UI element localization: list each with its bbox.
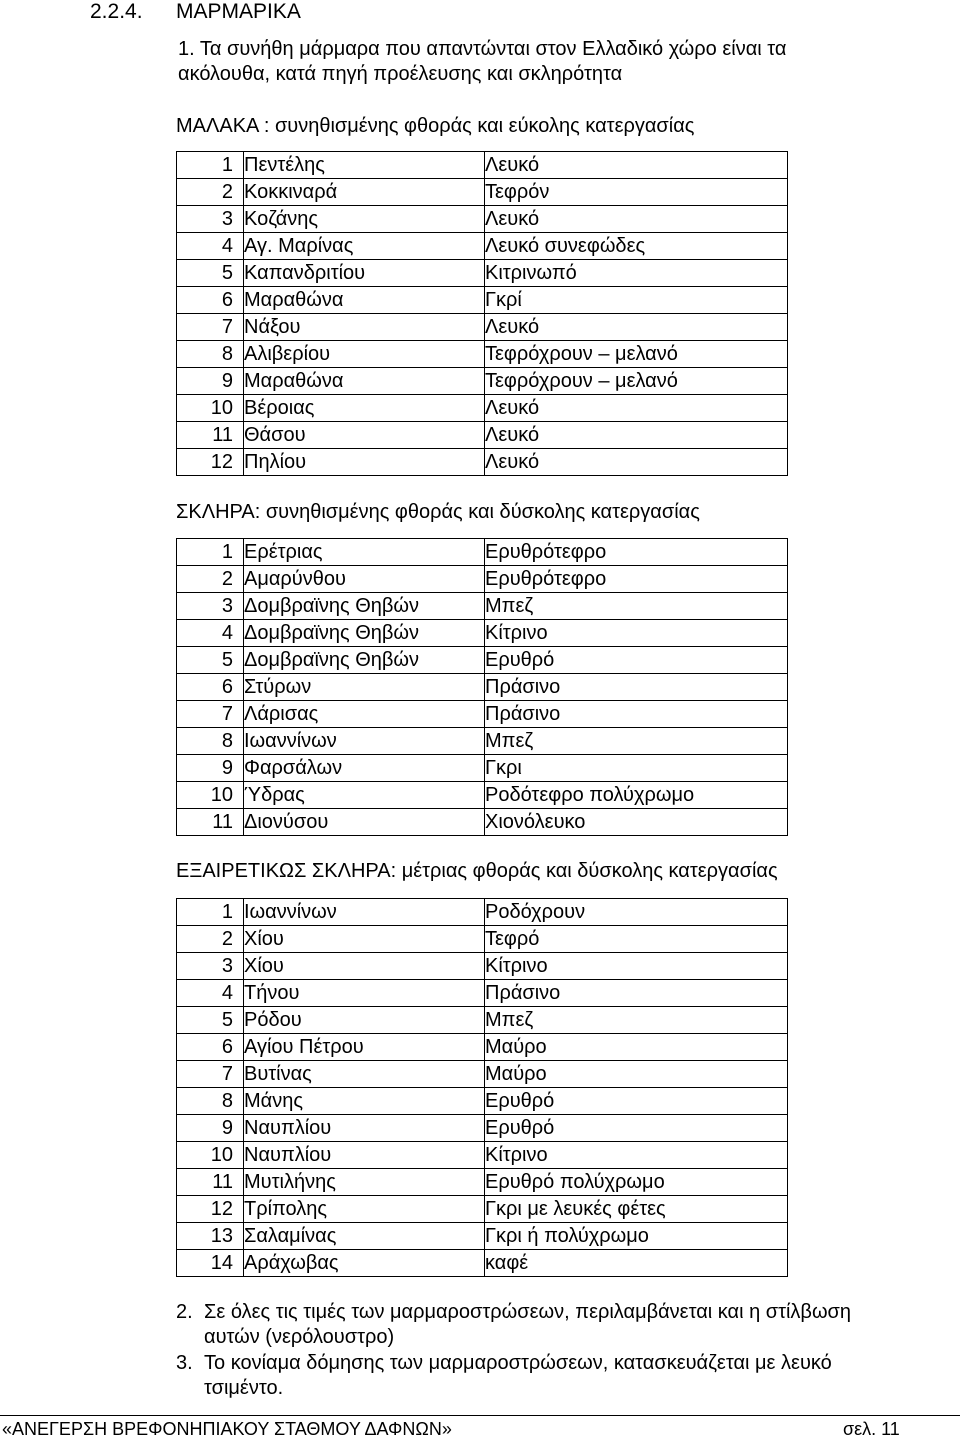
quarry-name: Δομβραϊνης Θηβών <box>244 593 485 620</box>
quarry-name: Τρίπολης <box>244 1196 485 1223</box>
marble-color: Γκρι <box>485 755 788 782</box>
table-row <box>177 260 788 287</box>
row-number: 9 <box>177 755 244 782</box>
table-row <box>177 1034 788 1061</box>
marble-color: Κίτρινο <box>485 953 788 980</box>
table-row <box>177 287 788 314</box>
section-title-text: ΜΑΡΜΑΡΙΚΑ <box>176 0 301 23</box>
row-number: 5 <box>177 260 244 287</box>
row-number: 3 <box>177 953 244 980</box>
row-number: 3 <box>177 206 244 233</box>
quarry-name: Ερέτριας <box>244 539 485 566</box>
marble-color: καφέ <box>485 1250 788 1277</box>
quarry-name: Μαραθώνα <box>244 368 485 395</box>
row-number: 12 <box>177 1196 244 1223</box>
table-row <box>177 1115 788 1142</box>
row-number: 1 <box>177 152 244 179</box>
quarry-name: Ύδρας <box>244 782 485 809</box>
table-row <box>177 1142 788 1169</box>
row-number: 4 <box>177 980 244 1007</box>
quarry-name: Διονύσου <box>244 809 485 836</box>
table-row <box>177 206 788 233</box>
quarry-name: Αλιβερίου <box>244 341 485 368</box>
marble-color: Τεφρόν <box>485 179 788 206</box>
table-row <box>177 926 788 953</box>
row-number: 11 <box>177 422 244 449</box>
row-number: 2 <box>177 566 244 593</box>
quarry-name: Πηλίου <box>244 449 485 476</box>
marble-color: Κίτρινο <box>485 620 788 647</box>
table-row <box>177 539 788 566</box>
quarry-name: Αμαρύνθου <box>244 566 485 593</box>
row-number: 13 <box>177 1223 244 1250</box>
quarry-name: Σαλαμίνας <box>244 1223 485 1250</box>
row-number: 8 <box>177 1088 244 1115</box>
table-row <box>177 899 788 926</box>
marble-color: Γκρί <box>485 287 788 314</box>
table-row <box>177 701 788 728</box>
marble-color: Ροδότεφρο πολύχρωμο <box>485 782 788 809</box>
hard-marble-table <box>176 538 788 836</box>
quarry-name: Αγίου Πέτρου <box>244 1034 485 1061</box>
quarry-name: Ιωαννίνων <box>244 899 485 926</box>
marble-color: Τεφρό <box>485 926 788 953</box>
marble-color: Κιτρινωπό <box>485 260 788 287</box>
extra-hard-marble-table <box>176 898 788 1277</box>
table-row <box>177 1088 788 1115</box>
marble-color: Ερυθρότεφρο <box>485 539 788 566</box>
row-number: 8 <box>177 728 244 755</box>
table-row <box>177 341 788 368</box>
quarry-name: Λάρισας <box>244 701 485 728</box>
row-number: 12 <box>177 449 244 476</box>
marble-color: Τεφρόχρουν – μελανό <box>485 368 788 395</box>
quarry-name: Αράχωβας <box>244 1250 485 1277</box>
table-row <box>177 620 788 647</box>
row-number: 9 <box>177 368 244 395</box>
quarry-name: Δομβραϊνης Θηβών <box>244 647 485 674</box>
intro-line-2: ακόλουθα, κατά πηγή προέλευσης και σκληρότητα <box>178 63 623 85</box>
marble-color: Ερυθρό πολύχρωμο <box>485 1169 788 1196</box>
note-3-continuation: τσιμέντο. <box>204 1377 284 1399</box>
marble-color: Λευκό <box>485 152 788 179</box>
section-title <box>90 0 301 24</box>
extra-hard-heading: ΕΞΑΙΡΕΤΙΚΩΣ ΣΚΛΗΡΑ: μέτριας φθοράς και δύσκολης κατεργασίας <box>176 860 778 882</box>
intro-text-1: Τα συνήθη μάρμαρα που απαντώνται στον Ελλαδικό χώρο είναι τα <box>199 38 787 60</box>
quarry-name: Μάνης <box>244 1088 485 1115</box>
row-number: 8 <box>177 341 244 368</box>
section-number: 2.2.4. <box>90 0 143 23</box>
row-number: 5 <box>177 1007 244 1034</box>
quarry-name: Αγ. Μαρίνας <box>244 233 485 260</box>
table-row <box>177 809 788 836</box>
table-row <box>177 314 788 341</box>
soft-heading: ΜΑΛΑΚΑ : συνηθισμένης φθοράς και εύκολης κατεργασίας <box>176 115 695 137</box>
table-row <box>177 782 788 809</box>
quarry-name: Ρόδου <box>244 1007 485 1034</box>
quarry-name: Ναυπλίου <box>244 1115 485 1142</box>
marble-color: Λευκό <box>485 206 788 233</box>
quarry-name: Χίου <box>244 926 485 953</box>
footer-page-number: σελ. 11 <box>843 1419 900 1439</box>
quarry-name: Φαρσάλων <box>244 755 485 782</box>
quarry-name: Τήνου <box>244 980 485 1007</box>
quarry-name: Στύρων <box>244 674 485 701</box>
row-number: 7 <box>177 701 244 728</box>
marble-color: Λευκό <box>485 314 788 341</box>
note-2-text: Σε όλες τις τιμές των μαρμαροστρώσεων, περιλαμβάνεται και η στίλβωση <box>204 1301 852 1323</box>
table-row <box>177 1061 788 1088</box>
row-number: 1 <box>177 539 244 566</box>
quarry-name: Κοκκιναρά <box>244 179 485 206</box>
marble-color: Μπεζ <box>485 728 788 755</box>
marble-color: Ροδόχρουν <box>485 899 788 926</box>
table-row <box>177 233 788 260</box>
row-number: 10 <box>177 395 244 422</box>
quarry-name: Νάξου <box>244 314 485 341</box>
quarry-name: Ναυπλίου <box>244 1142 485 1169</box>
table-row <box>177 647 788 674</box>
footer-project-title: «ΑΝΕΓΕΡΣΗ ΒΡΕΦΟΝΗΠΙΑΚΟΥ ΣΤΑΘΜΟΥ ΔΑΦΝΩΝ» <box>2 1419 452 1439</box>
note-3-text: Το κονίαμα δόμησης των μαρμαροστρώσεων, κατασκευάζεται με λευκό <box>204 1352 832 1374</box>
row-number: 3 <box>177 593 244 620</box>
row-number: 2 <box>177 179 244 206</box>
table-row <box>177 368 788 395</box>
table-row <box>177 566 788 593</box>
table-row <box>177 179 788 206</box>
quarry-name: Θάσου <box>244 422 485 449</box>
marble-color: Γκρι ή πολύχρωμο <box>485 1223 788 1250</box>
row-number: 10 <box>177 782 244 809</box>
footer-divider <box>0 1415 960 1416</box>
table-row <box>177 980 788 1007</box>
marble-color: Μαύρο <box>485 1061 788 1088</box>
note-2 <box>176 1300 851 1324</box>
row-number: 11 <box>177 809 244 836</box>
table-row <box>177 1196 788 1223</box>
row-number: 2 <box>177 926 244 953</box>
table-row <box>177 593 788 620</box>
marble-color: Ερυθρό <box>485 1088 788 1115</box>
marble-color: Ερυθρό <box>485 647 788 674</box>
table-row <box>177 728 788 755</box>
marble-color: Ερυθρό <box>485 1115 788 1142</box>
marble-color: Κίτρινο <box>485 1142 788 1169</box>
note-3-number: 3. <box>176 1352 193 1374</box>
row-number: 7 <box>177 1061 244 1088</box>
quarry-name: Χίου <box>244 953 485 980</box>
note-2-continuation: αυτών (νερόλουστρο) <box>204 1326 395 1348</box>
row-number: 11 <box>177 1169 244 1196</box>
hard-heading: ΣΚΛΗΡΑ: συνηθισμένης φθοράς και δύσκολης κατεργασίας <box>176 501 700 523</box>
table-row <box>177 674 788 701</box>
note-2-number: 2. <box>176 1301 193 1323</box>
marble-color: Λευκό <box>485 449 788 476</box>
quarry-name: Βυτίνας <box>244 1061 485 1088</box>
marble-color: Λευκό συνεφώδες <box>485 233 788 260</box>
row-number: 6 <box>177 1034 244 1061</box>
table-row <box>177 1223 788 1250</box>
table-row <box>177 1169 788 1196</box>
row-number: 1 <box>177 899 244 926</box>
note-3 <box>176 1351 832 1375</box>
row-number: 10 <box>177 1142 244 1169</box>
row-number: 6 <box>177 674 244 701</box>
row-number: 5 <box>177 647 244 674</box>
quarry-name: Καπανδριτίου <box>244 260 485 287</box>
marble-color: Πράσινο <box>485 674 788 701</box>
marble-color: Μπεζ <box>485 1007 788 1034</box>
quarry-name: Πεντέλης <box>244 152 485 179</box>
marble-color: Τεφρόχρουν – μελανό <box>485 341 788 368</box>
table-row <box>177 449 788 476</box>
quarry-name: Μυτιλήνης <box>244 1169 485 1196</box>
quarry-name: Δομβραϊνης Θηβών <box>244 620 485 647</box>
marble-color: Λευκό <box>485 395 788 422</box>
table-row <box>177 953 788 980</box>
row-number: 7 <box>177 314 244 341</box>
table-row <box>177 152 788 179</box>
row-number: 14 <box>177 1250 244 1277</box>
quarry-name: Ιωαννίνων <box>244 728 485 755</box>
table-row <box>177 422 788 449</box>
soft-marble-table <box>176 151 788 476</box>
row-number: 4 <box>177 620 244 647</box>
table-row <box>177 1007 788 1034</box>
row-number: 6 <box>177 287 244 314</box>
marble-color: Γκρι με λευκές φέτες <box>485 1196 788 1223</box>
intro-line-1 <box>178 37 786 61</box>
marble-color: Πράσινο <box>485 701 788 728</box>
quarry-name: Βέροιας <box>244 395 485 422</box>
row-number: 9 <box>177 1115 244 1142</box>
table-row <box>177 1250 788 1277</box>
marble-color: Πράσινο <box>485 980 788 1007</box>
table-row <box>177 395 788 422</box>
row-number: 4 <box>177 233 244 260</box>
marble-color: Χιονόλευκο <box>485 809 788 836</box>
quarry-name: Μαραθώνα <box>244 287 485 314</box>
marble-color: Ερυθρότεφρο <box>485 566 788 593</box>
marble-color: Λευκό <box>485 422 788 449</box>
quarry-name: Κοζάνης <box>244 206 485 233</box>
intro-number: 1. <box>178 38 195 60</box>
table-row <box>177 755 788 782</box>
marble-color: Μπεζ <box>485 593 788 620</box>
marble-color: Μαύρο <box>485 1034 788 1061</box>
